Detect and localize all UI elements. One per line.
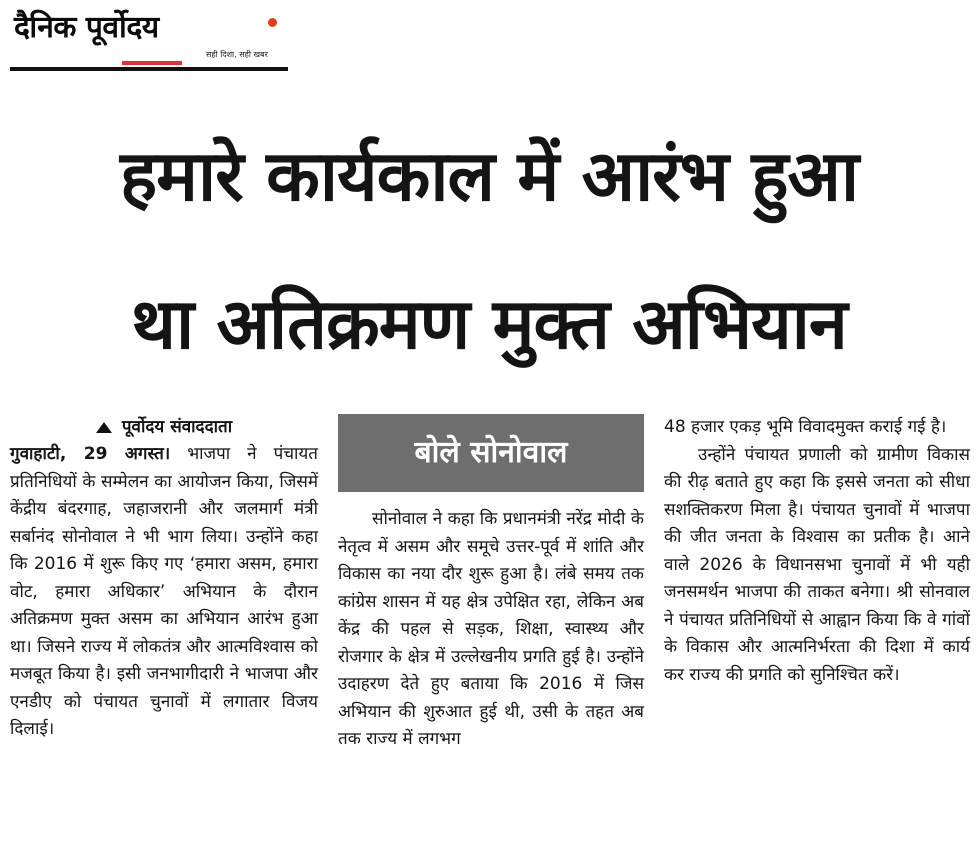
subhead-box	[338, 414, 644, 492]
headline	[14, 102, 964, 398]
headline-line-2: था अतिक्रमण मुक्त अभियान	[131, 283, 847, 365]
byline-text: पूर्वोदय संवाददाता	[121, 416, 233, 437]
column-2-paragraph: सोनोवाल ने कहा कि प्रधानमंत्री नरेंद्र मोदी के नेतृत्व में असम और समूचे उत्तर-पूर्व में शांति और विकास का नया दौर शुरू हुआ है। लंबे समय तक कांग्रेस शासन में यह क्षेत्र उपेक्षित रहा, लेकिन अब केंद्र की पहल से सड़क, शिक्षा, स्वास्थ्य और रोजगार के क्षेत्र में उल्लेखनीय प्रगति हुई है। उन्होंने उदाहरण देते हुए बताया कि 2016 में जिस अभियान की शुरुआत हुई थी, उसी के तहत अब तक राज्य में लगभग	[338, 509, 644, 749]
masthead	[10, 4, 288, 72]
column-3-paragraph-1: 48 हजार एकड़ भूमि विवादमुक्त कराई गई है।	[664, 417, 947, 437]
masthead-dot-icon	[268, 18, 277, 27]
headline-line-1: हमारे कार्यकाल में आरंभ हुआ	[119, 135, 859, 217]
masthead-accent-rule	[122, 61, 182, 65]
newspaper-name: दैनिक पूर्वोदय	[14, 10, 159, 45]
byline	[10, 414, 318, 441]
article-column-1	[10, 414, 318, 744]
newspaper-tagline: सही दिशा, सही खबर	[206, 50, 268, 59]
dateline: गुवाहाटी, 29 अगस्त।	[10, 444, 171, 464]
column-1-paragraph	[10, 441, 318, 744]
article-column-2	[338, 414, 644, 754]
column-3-paragraph-2: उन्होंने पंचायत प्रणाली को ग्रामीण विकास की रीढ़ बताते हुए कहा कि इससे जनता को सीधा सशक्तिकरण मिला है। पंचायत चुनावों में भाजपा की जीत जनता के विश्वास का प्रतीक है। आने वाले 2026 के विधानसभा चुनावों में भी यही जनसमर्थन भाजपा की ताकत बनेगा। श्री सोनवाल ने पंचायत प्रतिनिधियों से आह्वान किया कि वे गांवों के विकास और आत्मनिर्भरता की दिशा में कार्य कर राज्य की प्रगति को सुनिश्चित करें।	[664, 444, 970, 685]
article-column-3	[664, 414, 970, 689]
column-1-text: भाजपा ने पंचायत प्रतिनिधियों के सम्मेलन का आयोजन किया, जिसमें केंद्रीय बंदरगाह, जहाजरानी और जलमार्ग मंत्री सर्बानंद सोनोवाल ने भी भाग लिया। उन्होंने कहा कि 2016 में शुरू किए गए ‘हमारा असम, हमारा वोट, हमारा अधिकार’ अभियान के दौरान अतिक्रमण मुक्त असम का अभियान आरंभ हुआ था। जिसने राज्य में लोकतंत्र और आत्मविश्वास को मजबूत किया है। इसी जनभागीदारी ने भाजपा और एनडीए को पंचायत चुनावों में लगातार विजय दिलाई।	[10, 444, 318, 739]
masthead-rule	[10, 67, 288, 71]
triangle-icon	[96, 422, 112, 433]
subhead-text: बोले सोनोवाल	[414, 435, 568, 471]
